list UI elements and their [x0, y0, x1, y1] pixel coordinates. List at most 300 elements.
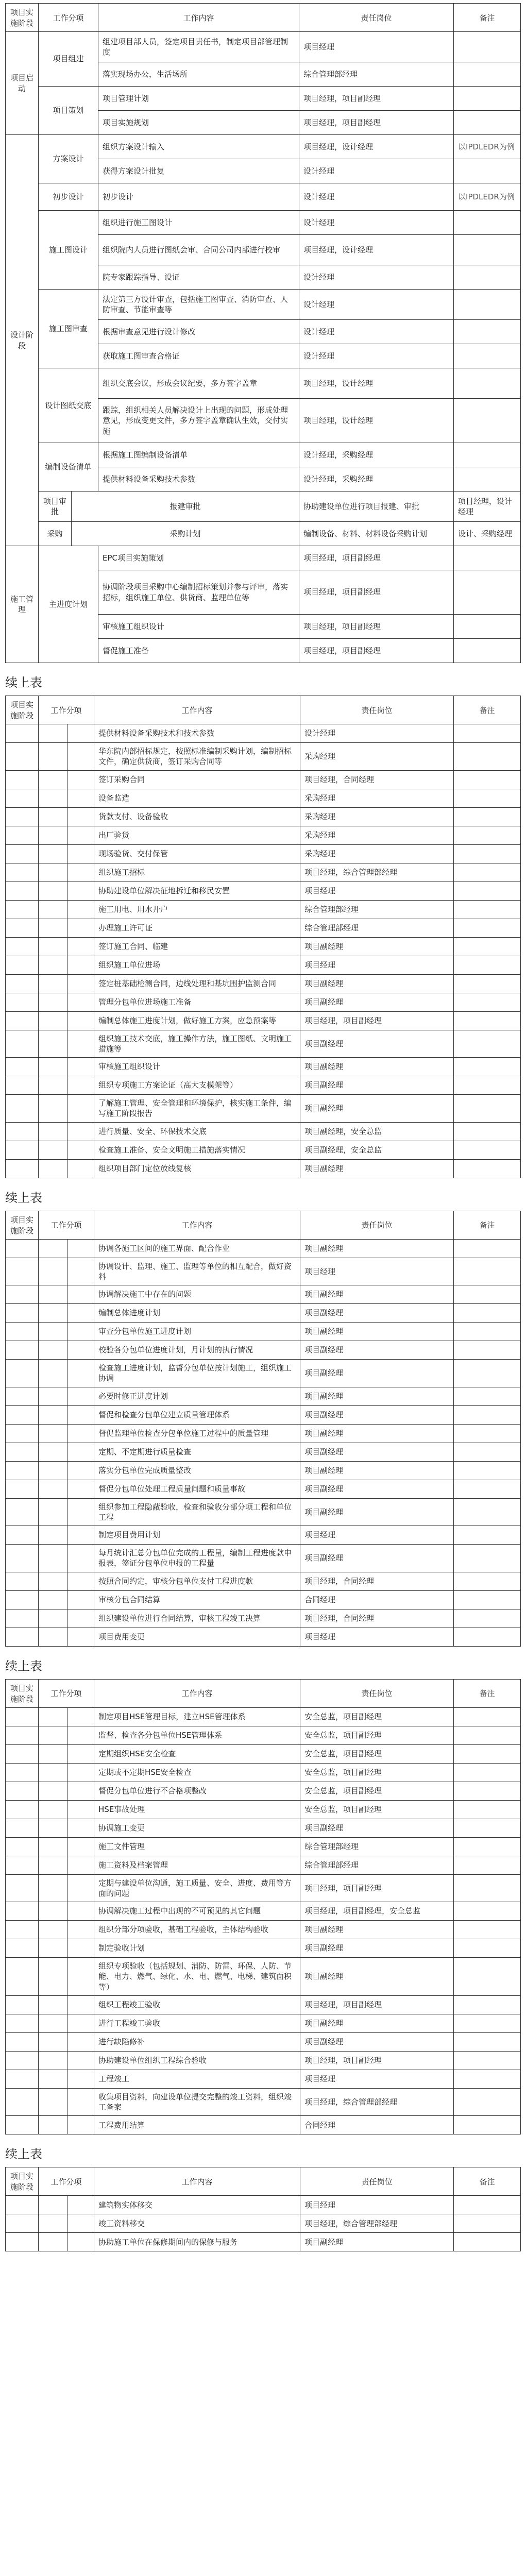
task-content: 进行质量、安全、环保技术交底 — [94, 1122, 300, 1141]
stage-cell — [6, 1461, 39, 1480]
table-row — [6, 1526, 521, 1545]
table-row — [6, 1609, 521, 1628]
category-cell — [39, 1239, 67, 1258]
stage-cell — [6, 1058, 39, 1076]
task-note — [454, 1424, 521, 1443]
stage-cell — [6, 1707, 39, 1726]
table-row — [6, 1424, 521, 1443]
task-content: 了解施工管理、安全管理和环境保护，核实施工条件，编写施工阶段报告 — [94, 1095, 300, 1123]
task-content: 协调设计、监理、施工、监理等单位的相互配合，做好资料 — [94, 1258, 300, 1285]
task-content: 华东院内部招标规定，按照标准编制采购计划，编制招标文件，确定供货商，签订采购合同等 — [94, 743, 300, 771]
task-role: 项目经理，合同经理 — [300, 770, 454, 789]
stage-cell — [6, 2014, 39, 2032]
task-note — [454, 1405, 521, 1424]
task-role: 项目经理 — [300, 2070, 454, 2088]
stage-cell — [6, 1572, 39, 1590]
category-cell — [39, 1609, 67, 1628]
task-content: 组织专项验收（包括规划、消防、防雷、环保、人防、节能、电力、燃气、绿化、水、电、燃气、电梯、建筑面积等） — [94, 1958, 300, 1996]
task-note — [454, 467, 521, 492]
category-label: 项目策划 — [39, 87, 98, 135]
task-role: 项目经理，合同经理 — [300, 1609, 454, 1628]
task-content: 管理分包单位进场施工准备 — [94, 993, 300, 1011]
task-note — [454, 2088, 521, 2116]
table-row — [6, 724, 521, 743]
task-content: 协调各施工区间的施工界面、配合作业 — [94, 1239, 300, 1258]
subcategory-cell — [67, 1304, 94, 1323]
task-role: 项目副经理 — [300, 1341, 454, 1360]
table-row — [6, 900, 521, 919]
category-cell — [39, 1360, 67, 1387]
task-note — [454, 1590, 521, 1609]
task-note — [454, 1030, 521, 1058]
table-row — [6, 1572, 521, 1590]
subcategory-cell — [67, 1076, 94, 1095]
task-note — [454, 1782, 521, 1800]
task-role: 项目经理，项目副经理 — [299, 87, 454, 111]
stage-cell — [6, 1285, 39, 1304]
table-row — [6, 1939, 521, 1958]
subcategory-cell — [67, 974, 94, 993]
stage-cell — [6, 2233, 39, 2251]
subcategory-cell — [67, 1819, 94, 1837]
task-content: EPC项目实施策划 — [98, 546, 299, 570]
category-cell — [39, 1763, 67, 1782]
stage-cell — [6, 826, 39, 844]
stage-cell — [6, 2088, 39, 2116]
category-cell — [39, 1874, 67, 1902]
task-note — [454, 344, 521, 368]
subcategory-cell — [67, 1939, 94, 1958]
table-row — [6, 1095, 521, 1123]
task-role: 项目经理，项目副经理 — [299, 615, 454, 639]
subcategory-cell — [67, 937, 94, 956]
header-role: 责任岗位 — [300, 1211, 454, 1239]
category-cell — [39, 826, 67, 844]
stage-cell — [6, 1874, 39, 1902]
stage-cell — [6, 770, 39, 789]
subcategory-cell — [67, 743, 94, 771]
task-content: 编制总体进度计划 — [94, 1304, 300, 1323]
header-category: 工作分项 — [39, 1211, 94, 1239]
task-role: 合同经理 — [300, 1590, 454, 1609]
table-row — [6, 1341, 521, 1360]
stage-cell — [6, 2032, 39, 2051]
task-role: 采购经理 — [300, 789, 454, 807]
category-cell — [39, 724, 67, 743]
task-role: 项目经理 — [300, 1526, 454, 1545]
stage-cell — [6, 1856, 39, 1874]
task-role: 项目经理 — [299, 32, 454, 62]
table-row — [6, 1628, 521, 1646]
task-note — [454, 570, 521, 615]
task-role: 项目经理，项目副经理 — [300, 1995, 454, 2014]
table-row — [6, 1405, 521, 1424]
task-note — [454, 1856, 521, 1874]
header-stage: 项目实施阶段 — [6, 1211, 39, 1239]
header-stage: 项目实施阶段 — [6, 2167, 39, 2196]
table-row — [6, 1837, 521, 1856]
table-row — [6, 2032, 521, 2051]
stage-cell — [6, 1590, 39, 1609]
category-cell — [39, 1058, 67, 1076]
category-cell — [39, 2233, 67, 2251]
task-note — [454, 1995, 521, 2014]
subcategory-cell — [67, 2214, 94, 2233]
task-content: 获得方案设计批复 — [98, 159, 299, 183]
task-note — [454, 1480, 521, 1498]
subcategory-cell — [67, 1058, 94, 1076]
task-content: 协助建设单位进行项目报建、审批 — [299, 492, 454, 522]
table-row — [6, 2116, 521, 2134]
task-note — [454, 1285, 521, 1304]
stage-cell — [6, 882, 39, 900]
task-note — [454, 1902, 521, 1921]
stage-cell — [6, 1122, 39, 1141]
task-note — [454, 1141, 521, 1159]
task-content: 组织专项施工方案论证（高大支模架等） — [94, 1076, 300, 1095]
task-role: 项目经理 — [300, 956, 454, 974]
task-content: 组织建设单位进行合同结算，审核工程竣工决算 — [94, 1609, 300, 1628]
task-content: 根据施工图编制设备清单 — [98, 443, 299, 467]
category-cell — [39, 974, 67, 993]
task-content: 跟踪，组织相关人员解决设计上出现的问题，形成处理意见，形成变更文件，多方签字盖章确认生效，交付实施 — [98, 399, 299, 443]
task-role: 项目副经理 — [300, 1443, 454, 1461]
table-row — [6, 1443, 521, 1461]
stage-cell — [6, 1958, 39, 1996]
task-content: 组织工程竣工验收 — [94, 1995, 300, 2014]
stage-cell — [6, 807, 39, 826]
task-note — [454, 1461, 521, 1480]
table-row — [6, 1902, 521, 1921]
task-note — [454, 1341, 521, 1360]
responsibility-table-3 — [5, 1211, 521, 1647]
category-label: 报建审批 — [72, 492, 299, 522]
task-content: 协助建设单位解决征地拆迁和移民安置 — [94, 882, 300, 900]
subcategory-cell — [67, 1341, 94, 1360]
task-role: 项目经理，设计经理 — [454, 492, 521, 522]
task-role: 项目经理，项目副经理 — [300, 1874, 454, 1902]
category-cell — [39, 807, 67, 826]
task-role: 项目副经理 — [300, 1030, 454, 1058]
stage-cell — [6, 789, 39, 807]
task-note — [454, 2014, 521, 2032]
table-row — [6, 789, 521, 807]
task-role: 项目副经理，安全总监 — [300, 1141, 454, 1159]
task-content: 货款支付、设备验收 — [94, 807, 300, 826]
task-role: 设计、采购经理 — [454, 522, 521, 546]
task-role: 项目副经理 — [300, 1545, 454, 1572]
category-cell — [39, 1744, 67, 1763]
category-label: 施工图审查 — [39, 290, 98, 368]
category-cell — [39, 2116, 67, 2134]
task-content: 检查施工准备、安全文明施工措施落实情况 — [94, 1141, 300, 1159]
stage-cell — [6, 1744, 39, 1763]
task-content: 施工用电、用水开户 — [94, 900, 300, 919]
category-cell — [39, 937, 67, 956]
stage-cell — [6, 1159, 39, 1178]
category-cell — [39, 1122, 67, 1141]
subcategory-cell — [67, 1323, 94, 1341]
category-cell — [39, 1545, 67, 1572]
task-content: 现场验货、交付保管 — [94, 844, 300, 863]
task-note — [454, 2116, 521, 2134]
task-content: 院专家跟踪指导、设证 — [98, 265, 299, 290]
subcategory-cell — [67, 2014, 94, 2032]
task-role: 项目经理 — [300, 1258, 454, 1285]
task-content: 编制总体施工进度计划，做好施工方案，应急预案等 — [94, 1011, 300, 1030]
task-note — [454, 1939, 521, 1958]
stage-cell — [6, 1782, 39, 1800]
task-note — [454, 1958, 521, 1996]
stage-cell — [6, 1526, 39, 1545]
category-label: 采购计划 — [72, 522, 299, 546]
task-role: 项目经理，综合管理部经理 — [300, 2088, 454, 2116]
task-note — [454, 1921, 521, 1939]
task-note — [454, 826, 521, 844]
table-row — [6, 1782, 521, 1800]
category-cell — [39, 789, 67, 807]
task-content: 获取施工图审查合格证 — [98, 344, 299, 368]
task-content: 项目管理计划 — [98, 87, 299, 111]
task-note — [454, 235, 521, 265]
task-note — [454, 1058, 521, 1076]
subcategory-cell — [67, 826, 94, 844]
stage-cell — [6, 1141, 39, 1159]
table-row — [6, 1545, 521, 1572]
table-row — [6, 937, 521, 956]
table-row — [6, 2196, 521, 2214]
category-cell — [39, 1819, 67, 1837]
stage-cell — [6, 2070, 39, 2088]
stage-cell — [6, 1341, 39, 1360]
table-row — [6, 1480, 521, 1498]
task-role: 设计经理 — [299, 320, 454, 344]
task-content: 建筑物实体移交 — [94, 2196, 300, 2214]
continued-label: 续上表 — [5, 1190, 42, 1205]
task-note — [454, 399, 521, 443]
category-label: 项目组建 — [39, 32, 98, 87]
task-role: 项目经理 — [300, 2196, 454, 2214]
task-role: 项目经理，项目副经理 — [300, 1011, 454, 1030]
task-role: 设计经理 — [299, 265, 454, 290]
task-role: 项目经理，项目副经理 — [299, 111, 454, 135]
stage-cell — [6, 1360, 39, 1387]
subcategory-cell — [67, 1011, 94, 1030]
task-note — [454, 2214, 521, 2233]
subcategory-cell — [67, 844, 94, 863]
stage-cell — [6, 1258, 39, 1285]
header-remark: 备注 — [454, 1679, 521, 1707]
subcategory-cell — [67, 1443, 94, 1461]
task-note — [454, 1095, 521, 1123]
task-role: 项目副经理 — [300, 1921, 454, 1939]
task-note — [454, 546, 521, 570]
task-note — [454, 900, 521, 919]
task-role: 项目副经理 — [300, 1058, 454, 1076]
task-content: 签定桩基础检测合同，边线处理和基坑围护监测合同 — [94, 974, 300, 993]
header-role: 责任岗位 — [299, 4, 454, 32]
task-role: 项目经理，项目副经理 — [300, 2051, 454, 2070]
task-role: 采购经理 — [300, 844, 454, 863]
stage-label: 项目审批 — [39, 492, 72, 522]
task-content: 初步设计 — [98, 183, 299, 211]
table-row — [6, 882, 521, 900]
task-content: 收集项目资料，向建设单位提交完整的竣工资料，组织竣工备案 — [94, 2088, 300, 2116]
stage-cell — [6, 1076, 39, 1095]
subcategory-cell — [67, 2051, 94, 2070]
task-content: 设备监造 — [94, 789, 300, 807]
task-content: 定期组织HSE安全检查 — [94, 1744, 300, 1763]
category-cell — [39, 1304, 67, 1323]
category-cell — [39, 1526, 67, 1545]
task-note — [454, 1239, 521, 1258]
table-row — [6, 1763, 521, 1782]
task-note — [454, 111, 521, 135]
category-cell — [39, 1011, 67, 1030]
task-role: 项目副经理 — [300, 974, 454, 993]
subcategory-cell — [67, 1958, 94, 1996]
task-note — [454, 320, 521, 344]
task-role: 项目经理，综合管理部经理 — [300, 863, 454, 882]
task-note — [454, 1545, 521, 1572]
table-row — [6, 993, 521, 1011]
category-cell — [39, 770, 67, 789]
table-row — [6, 1122, 521, 1141]
stage-cell — [6, 2116, 39, 2134]
task-role: 项目副经理 — [300, 2014, 454, 2032]
header-content: 工作内容 — [94, 696, 300, 724]
task-content: 组织分部分项验收，基础工程验收，主体结构验收 — [94, 1921, 300, 1939]
task-content: 制定项目HSE管理目标，建立HSE管理体系 — [94, 1707, 300, 1726]
category-cell — [39, 1076, 67, 1095]
table-row — [6, 1800, 521, 1819]
category-cell — [39, 1856, 67, 1874]
table-row — [6, 826, 521, 844]
task-role: 项目副经理 — [300, 1480, 454, 1498]
task-note — [454, 789, 521, 807]
task-role: 项目经理，项目副经理，安全总监 — [300, 1902, 454, 1921]
stage-cell — [6, 1902, 39, 1921]
table-row — [6, 1030, 521, 1058]
task-content: 定期、不定期进行质量检查 — [94, 1443, 300, 1461]
task-role: 项目经理，综合管理部经理 — [300, 2214, 454, 2233]
task-role: 项目经理，合同经理 — [300, 1572, 454, 1590]
task-note — [454, 1443, 521, 1461]
task-role: 设计经理 — [299, 344, 454, 368]
stage-cell — [6, 724, 39, 743]
category-cell — [39, 1443, 67, 1461]
category-cell — [39, 1285, 67, 1304]
stage-cell — [6, 919, 39, 937]
subcategory-cell — [67, 2116, 94, 2134]
table-row — [6, 2014, 521, 2032]
task-note — [454, 1498, 521, 1526]
header-content: 工作内容 — [94, 1211, 300, 1239]
category-cell — [39, 1995, 67, 2014]
stage-cell — [6, 1545, 39, 1572]
category-cell — [39, 1800, 67, 1819]
subcategory-cell — [67, 1095, 94, 1123]
task-content: 落实现场办公，生活场所 — [98, 62, 299, 87]
task-note — [454, 1726, 521, 1744]
header-remark: 备注 — [454, 1211, 521, 1239]
task-role: 项目副经理 — [300, 2233, 454, 2251]
category-cell — [39, 900, 67, 919]
subcategory-cell — [67, 1285, 94, 1304]
subcategory-cell — [67, 2032, 94, 2051]
subcategory-cell — [67, 1763, 94, 1782]
category-cell — [39, 1480, 67, 1498]
task-content: 督促施工准备 — [98, 639, 299, 663]
task-content: 施工资料及档案管理 — [94, 1856, 300, 1874]
task-content: 组织进行施工图设计 — [98, 211, 299, 235]
task-note — [454, 2070, 521, 2088]
subcategory-cell — [67, 1387, 94, 1405]
category-cell — [39, 1726, 67, 1744]
task-role: 项目副经理 — [300, 1239, 454, 1258]
stage-cell — [6, 1939, 39, 1958]
task-content: 督促监理单位检查分包单位施工过程中的质量管理 — [94, 1424, 300, 1443]
stage-cell — [6, 1921, 39, 1939]
task-role: 项目副经理 — [300, 1939, 454, 1958]
subcategory-cell — [67, 1874, 94, 1902]
category-cell — [39, 1902, 67, 1921]
table-row — [6, 1239, 521, 1258]
stage-cell — [6, 1405, 39, 1424]
subcategory-cell — [67, 1424, 94, 1443]
task-content: 竣工资料移交 — [94, 2214, 300, 2233]
category-cell — [39, 1141, 67, 1159]
task-note — [454, 937, 521, 956]
task-content: 组织施工技术交底，施工操作方法，施工图纸、文明施工措施等 — [94, 1030, 300, 1058]
subcategory-cell — [67, 1258, 94, 1285]
subcategory-cell — [67, 2088, 94, 2116]
table-row — [6, 2051, 521, 2070]
table-row — [6, 1461, 521, 1480]
category-cell — [39, 882, 67, 900]
task-note — [454, 1572, 521, 1590]
header-category: 工作分项 — [39, 696, 94, 724]
subcategory-cell — [67, 1405, 94, 1424]
table-row — [6, 1360, 521, 1387]
subcategory-cell — [67, 993, 94, 1011]
header-role: 责任岗位 — [300, 1679, 454, 1707]
subcategory-cell — [67, 1461, 94, 1480]
task-content: 监督、检查各分包单位HSE管理体系 — [94, 1726, 300, 1744]
task-role: 项目副经理 — [300, 1323, 454, 1341]
category-cell — [39, 2070, 67, 2088]
table-row — [6, 1323, 521, 1341]
stage-cell — [6, 2196, 39, 2214]
subcategory-cell — [67, 724, 94, 743]
stage-label: 施工管理 — [6, 546, 39, 663]
subcategory-cell — [67, 1498, 94, 1526]
category-cell — [39, 2088, 67, 2116]
task-content: 提供材料设备采购技术参数 — [98, 467, 299, 492]
task-role: 安全总监，项目副经理 — [300, 1800, 454, 1819]
stage-cell — [6, 1763, 39, 1782]
table-row — [6, 2088, 521, 2116]
task-role: 项目副经理 — [300, 1076, 454, 1095]
stage-cell — [6, 937, 39, 956]
task-content: 校验各分包单位进度计划，月计划的执行情况 — [94, 1341, 300, 1360]
table-row — [6, 1874, 521, 1902]
task-role: 采购经理 — [300, 743, 454, 771]
subcategory-cell — [67, 1902, 94, 1921]
table-row — [6, 863, 521, 882]
stage-cell — [6, 1443, 39, 1461]
category-cell — [39, 1939, 67, 1958]
